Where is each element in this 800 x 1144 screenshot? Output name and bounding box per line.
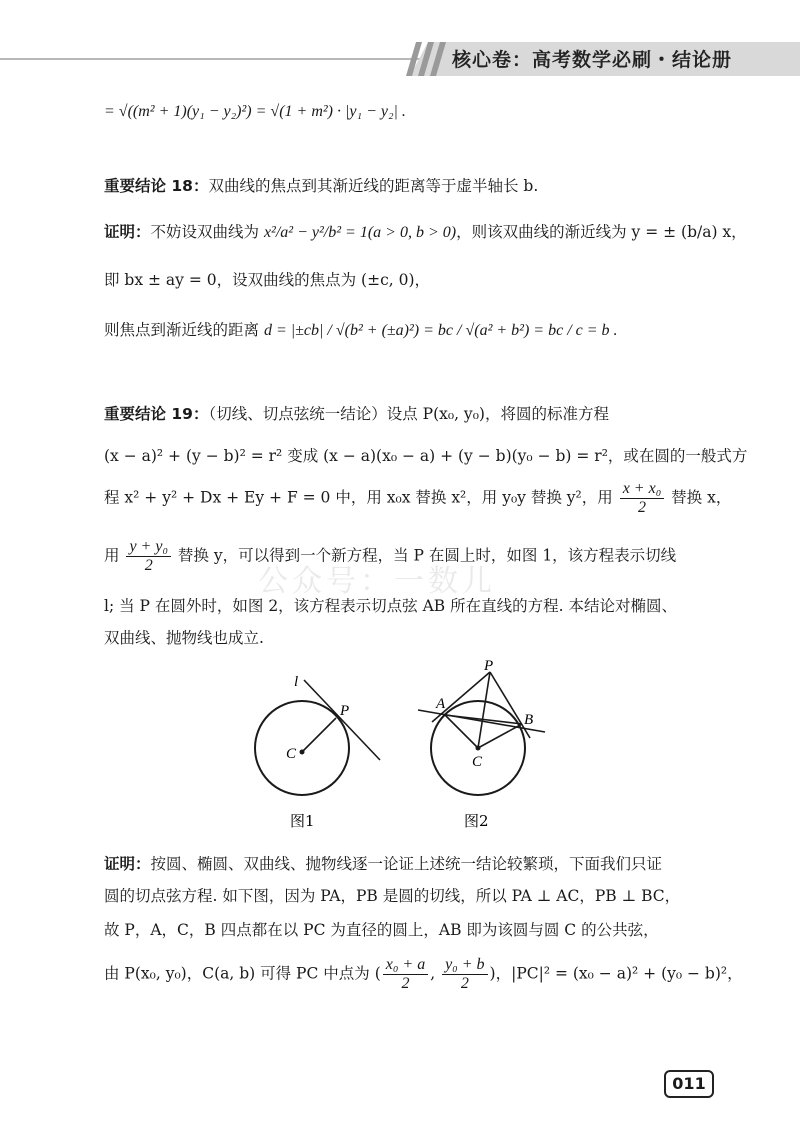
- conclusion-19-line-3: [104, 480, 731, 517]
- fig1-radius: [302, 718, 336, 752]
- proof-18-line-3-text: 则焦点到渐近线的距离: [104, 321, 264, 339]
- fig1-label-p: P: [340, 703, 350, 719]
- page-number: 011: [664, 1070, 714, 1098]
- conclusion-19-line-1: [104, 402, 609, 424]
- conclusion-18-text: 双曲线的焦点到其渐近线的距离等于虚半轴长 b.: [208, 177, 539, 195]
- conclusion-18-label: 重要结论 18：: [104, 177, 209, 195]
- fraction-numerator: y + y₀: [126, 538, 171, 557]
- fig2-label-c: C: [472, 754, 483, 770]
- fig2-center-dot: [476, 746, 481, 751]
- proof-18-line-2: 即 bx ± ay = 0，设双曲线的焦点为 (±c, 0)，: [104, 271, 431, 289]
- proof-19-line-3: 故 P，A，C，B 四点都在以 PC 为直径的圆上，AB 即为该圆与圆 C 的公共弦，: [104, 921, 659, 939]
- proof-18-text-c: ，则该双曲线的渐近线为 y = ± (b/a) x，: [456, 223, 747, 241]
- distance-formula: d = |±cb| / √(b² + (±a)²) = bc / √(a² + b²) = bc / c = b .: [263, 322, 618, 339]
- fig2-label-p: P: [484, 660, 494, 674]
- fraction-denominator: 2: [460, 975, 469, 992]
- fig1-center-dot: [300, 750, 305, 755]
- hyperbola-equation: x²/a² − y²/b² = 1(a > 0, b > 0): [263, 224, 457, 241]
- fraction-y-plus-y0: [126, 538, 171, 575]
- proof-18-text-a: 不妨设双曲线为: [150, 223, 264, 241]
- proof-19-text-1: 按圆、椭圆、双曲线、抛物线逐一论证上述统一结论较繁琐，下面我们只证: [150, 855, 663, 873]
- fraction-x-plus-x0: [620, 480, 665, 517]
- fig2-segment-pc: [478, 672, 490, 748]
- conclusion-19-line-4-text: 用: [104, 546, 125, 565]
- fraction-numerator: x₀ + a: [383, 956, 428, 975]
- watermark: 公众号：一数儿: [258, 564, 496, 599]
- proof-19-line-4: [104, 956, 743, 993]
- fraction-y0-plus-b: [442, 956, 487, 993]
- fraction-denominator: 2: [401, 975, 410, 992]
- conclusion-19-line-4-tail: 替换 y，可以得到一个新方程，当 P 在圆上时，如图 1，该方程表示切线: [173, 546, 677, 565]
- fig2-segment-bc: [478, 724, 522, 748]
- proof-19-label: 证明：: [104, 855, 151, 873]
- conclusion-19-line-3-text: 程 x² + y² + Dx + Ey + F = 0 中，用 x₀x 替换 x²，用 y₀y 替换 y²，用: [104, 488, 618, 507]
- fraction-numerator: x + x₀: [620, 480, 665, 499]
- conclusion-19-text-1: （切线、切点弦统一结论）设点 P(x₀, y₀)，将圆的标准方程: [208, 405, 609, 423]
- header-stripes-decoration: [406, 42, 446, 76]
- proof-18-line-1: [104, 220, 747, 242]
- fig2-caption: 图2: [464, 812, 489, 830]
- fig1-label-l: l: [294, 674, 299, 690]
- fig2-label-a: A: [436, 696, 446, 712]
- proof-19-line-4-comma: ,: [430, 964, 441, 983]
- conclusion-19-line-5: l; 当 P 在圆外时，如图 2，该方程表示切点弦 AB 所在直线的方程. 本结论对椭圆、: [104, 597, 677, 615]
- conclusion-19-line-3-tail: 替换 x，: [666, 488, 732, 507]
- conclusion-19-line-6: 双曲线、抛物线也成立.: [104, 629, 264, 647]
- fraction-denominator: 2: [144, 557, 153, 574]
- proof-18-label: 证明：: [104, 223, 151, 241]
- fraction-numerator: y₀ + b: [442, 956, 487, 975]
- conclusion-18: [104, 174, 538, 196]
- fraction-x0-plus-a: [383, 956, 428, 993]
- proof-19-line-1: [104, 852, 662, 874]
- formula-top: = √((m² + 1)(y₁ − y₂)²) = √(1 + m²) · |y₁ − y₂| .: [104, 103, 406, 120]
- conclusion-19-line-2: (x − a)² + (y − b)² = r² 变成 (x − a)(x₀ − a) + (y − b)(y₀ − b) = r²，或在圆的一般式方: [104, 447, 748, 465]
- proof-18-line-3: [104, 318, 618, 340]
- header-title: 核心卷：高考数学必刷・结论册: [452, 49, 733, 71]
- conclusion-19-label: 重要结论 19：: [104, 405, 209, 423]
- fig1-circle: [255, 701, 349, 795]
- fig2-label-b: B: [524, 712, 534, 728]
- fig1-caption: 图1: [290, 812, 315, 830]
- proof-19-line-4-tail: )，|PC|² = (x₀ − a)² + (y₀ − b)²，: [489, 964, 743, 983]
- fig1-label-c: C: [286, 746, 297, 762]
- proof-19-line-4-text: 由 P(x₀, y₀)，C(a, b) 可得 PC 中点为 (: [104, 964, 381, 983]
- fig1-tangent-line: [304, 680, 380, 760]
- circle-figures: [240, 660, 570, 830]
- fraction-denominator: 2: [637, 499, 646, 516]
- proof-19-line-2: 圆的切点弦方程. 如下图，因为 PA，PB 是圆的切线，所以 PA ⊥ AC，PB ⊥ BC，: [104, 887, 681, 905]
